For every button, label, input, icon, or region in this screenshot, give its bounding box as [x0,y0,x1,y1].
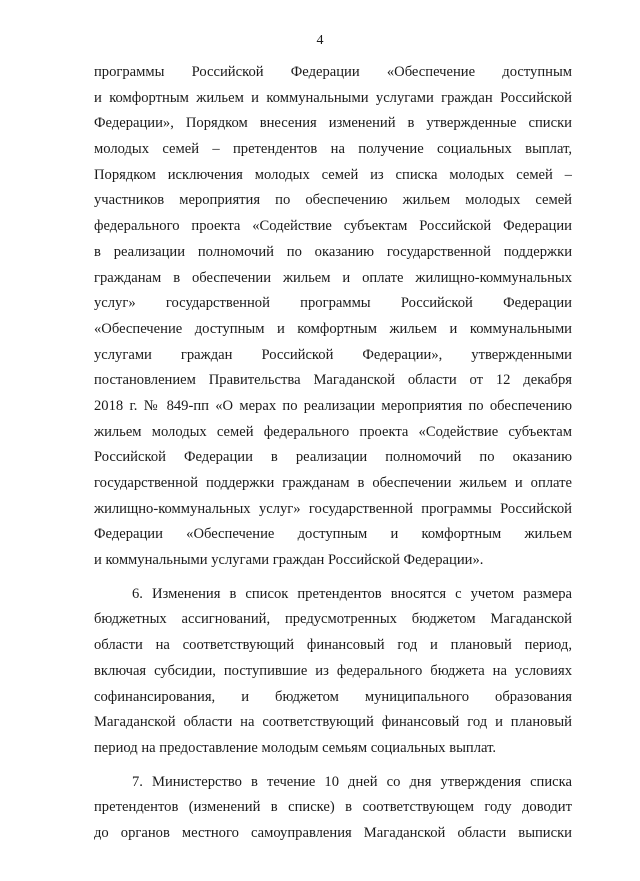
text-line: включая субсидии, поступившие из федерального бюджета на условиях [94,662,572,679]
text-line: услуг» государственной программы Российской Федерации [94,295,572,312]
text-line: 6. Изменения в список претендентов вносятся с учетом размера [132,585,572,602]
text-line: Федерации «Обеспечение доступным и комфортным жильем [94,526,572,543]
text-line: период на предоставление молодым семьям социальных выплат. [94,739,497,756]
text-line: Федерации», Порядком внесения изменений в утвержденные списки [94,115,572,132]
text-line: 7. Министерство в течение 10 дней со дня утверждения списка [132,773,572,790]
text-line: области на соответствующий финансовый год и плановый период, [94,637,572,654]
text-line: жильем молодых семей федерального проекта «Содействие субъектам [94,423,572,440]
text-line: «Обеспечение доступным и комфортным жильем и коммунальными [94,320,572,337]
paragraph-6 [94,582,572,762]
text-line: государственной поддержки гражданам в обеспечении жильем и оплате [94,475,572,491]
text-line: софинансирования, и бюджетом муниципального образования [94,688,572,705]
text-line: постановлением Правительства Магаданской области от 12 декабря [94,372,572,389]
text-line: Порядком исключения молодых семей из списка молодых семей – [94,166,572,183]
text-line: услугами граждан Российской Федерации», утвержденными [94,346,572,363]
text-line: и коммунальными услугами граждан Российской Федерации». [94,552,484,569]
text-line: 2018 г. № 849-пп «О мерах по реализации мероприятия по обеспечению [94,397,572,414]
text-line: молодых семей – претендентов на получение социальных выплат, [94,141,572,158]
text-line: участников мероприятия по обеспечению жильем молодых семей [94,192,572,209]
text-line: бюджетных ассигнований, предусмотренных бюджетом Магаданской [94,611,572,628]
text-line: в реализации полномочий по оказанию государственной поддержки [94,243,572,260]
text-line: федерального проекта «Содействие субъектам Российской Федерации [94,218,572,235]
document-body [94,60,572,847]
paragraph-7 [94,770,572,847]
paragraph-continuation [94,60,572,574]
text-line: и комфортным жильем и коммунальными услугами граждан Российской [94,89,572,106]
text-line: жилищно-коммунальных услуг» государственной программы Российской [94,500,572,517]
text-line: претендентов (изменений в списке) в соответствующем году доводит [94,799,572,816]
text-line: Магаданской области на соответствующий финансовый год и плановый [94,714,572,731]
page-number: 4 [316,33,324,48]
text-line: Российской Федерации в реализации полномочий по оказанию [94,449,572,466]
text-line: до органов местного самоуправления Магаданской области выписки [94,824,572,841]
paragraph-gap [94,762,572,770]
paragraph-gap [94,574,572,582]
text-line: гражданам в обеспечении жильем и оплате жилищно-коммунальных [94,269,572,286]
text-line: программы Российской Федерации «Обеспечение доступным [94,64,572,80]
